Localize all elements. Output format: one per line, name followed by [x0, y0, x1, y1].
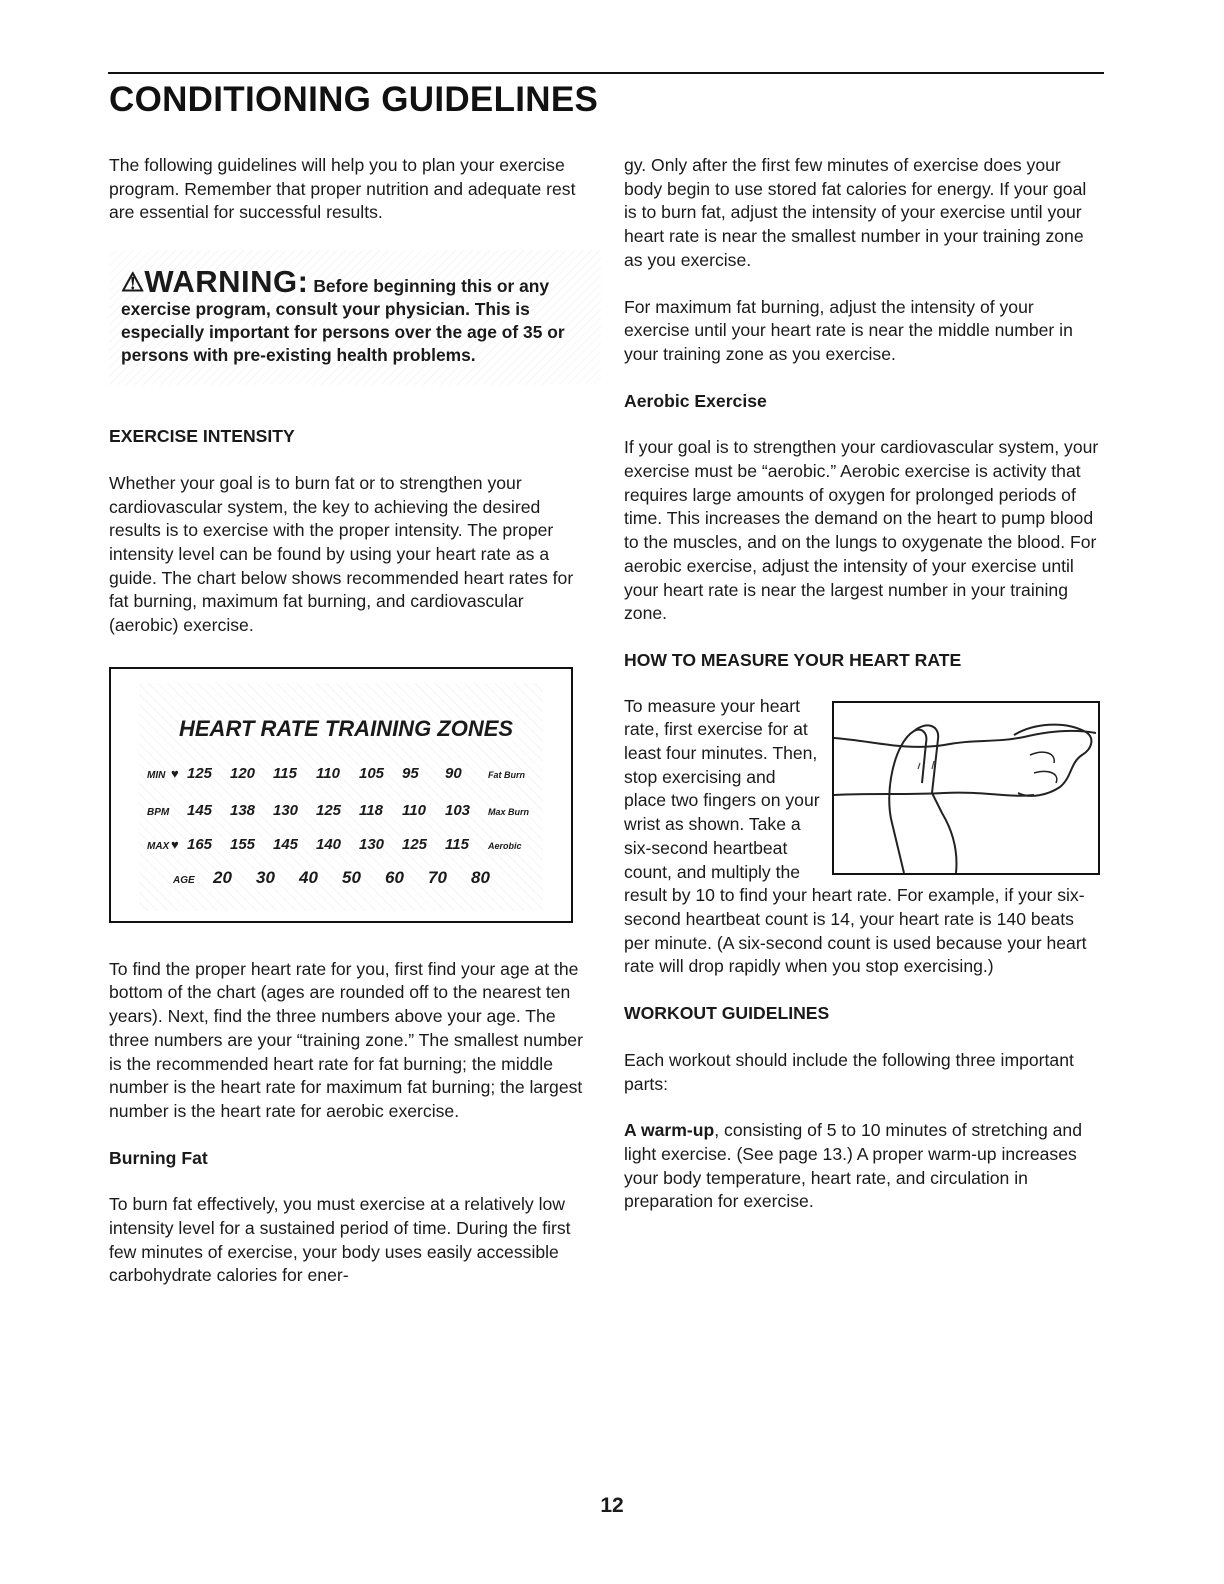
aerobic-text: If your goal is to strengthen your cardiovascular system, your exercise must be “aerobic.” Aerobic exercise is activity that requires large amounts of oxygen for prolonged periods of time. This increases the demand on the heart to pump blood to the muscles, and on the lungs to oxygenate the blood. For aerobic exercise, adjust the intensity of your exercise until your heart rate is near the largest number in your training zone.	[624, 437, 1099, 624]
exercise-intensity-text: Whether your goal is to burn fat or to strengthen your cardiovascular system, the key to achieving the desired results is to exercise with the proper intensity. The proper intensity level can be found by using your heart rate as a guide. The chart below shows recommended heart rates for fat burning, maximum fat burning, and cardiovascular (aerobic) exercise.	[109, 472, 574, 636]
chart-row-max	[147, 833, 522, 859]
burning-fat-text-part1: To burn fat effectively, you must exercise at a relatively low intensity level for a sustained period of time. During the first few minutes of exercise, your body uses easily accessible carbohydrate calories for ener-	[109, 1194, 571, 1286]
chart-row-age	[173, 866, 514, 893]
chart-row-zone-label: Aerobic	[488, 840, 522, 851]
chart-value: 130	[359, 835, 385, 853]
chart-value: 125	[402, 835, 428, 853]
chart-value: 140	[316, 835, 342, 853]
chart-row-zone-label: Max Burn	[488, 806, 530, 817]
warmup-lead: A warm-up	[624, 1120, 715, 1141]
chart-value: 115	[273, 764, 297, 782]
chart-value: 145	[273, 835, 299, 853]
workout-intro: Each workout should include the following three important parts:	[624, 1049, 1074, 1094]
chart-value: 138	[230, 801, 256, 819]
chart-row-label: MIN	[147, 769, 166, 781]
chart-value: 105	[359, 764, 385, 782]
warning-box	[109, 250, 601, 385]
burning-fat-heading: Burning Fat	[109, 1147, 208, 1168]
chart-value: 125	[316, 801, 342, 819]
chart-row-label: AGE	[173, 874, 195, 886]
right-column	[624, 154, 1100, 1214]
burning-fat-text-part2: gy. Only after the first few minutes of exercise does your body begin to use stored fat calories for energy. If your goal is to burn fat, adjust the intensity of your exercise until your heart rate is near the smallest number in your training zone as you exercise.	[624, 155, 1087, 270]
workout-heading: WORKOUT GUIDELINES	[624, 1003, 830, 1024]
chart-value: 95	[402, 764, 419, 782]
wrist-pulse-illustration	[832, 701, 1100, 875]
chart-value: 80	[471, 867, 490, 887]
chart-value: 30	[256, 867, 275, 887]
chart-value: 110	[402, 801, 426, 819]
warmup-text: , consisting of 5 to 10 minutes of stretching and light exercise. (See page 13.) A proper warm-up increases your body temperature, heart rate, and circulation in preparation for exercise.	[624, 1120, 1082, 1212]
chart-row-label: BPM	[147, 806, 170, 818]
chart-row-label: MAX	[147, 840, 170, 852]
measure-heading: HOW TO MEASURE YOUR HEART RATE	[624, 649, 962, 670]
chart-value: 115	[445, 835, 469, 853]
chart-value: 40	[299, 867, 318, 887]
chart-value: 103	[445, 801, 471, 819]
max-fat-burn-text: For maximum fat burning, adjust the intensity of your exercise until your heart rate is near the middle number in your training zone as you exercise.	[624, 296, 1073, 364]
page-number: 12	[600, 1494, 624, 1517]
warning-lead: WARNING:	[144, 264, 309, 300]
chart-value: 125	[187, 764, 213, 782]
chart-value: 120	[230, 764, 256, 782]
chart-value: 165	[187, 835, 213, 853]
chart-row-zone-label: Fat Burn	[488, 769, 525, 780]
chart-row-min	[147, 762, 525, 788]
hand-pulse-icon	[834, 703, 1098, 873]
heart-icon: ♥	[171, 765, 179, 781]
chart-value: 50	[342, 867, 361, 887]
chart-value: 60	[385, 867, 404, 887]
chart-value: 90	[445, 764, 462, 782]
chart-title: HEART RATE TRAINING ZONES	[179, 715, 514, 741]
heart-icon: ♥	[171, 836, 179, 852]
warning-text: Before beginning this or any exercise program, consult your physician. This is especially important for persons over the age of 35 or persons with pre-existing health problems.	[121, 276, 565, 366]
chart-value: 118	[359, 801, 383, 819]
chart-value: 20	[213, 867, 232, 887]
measure-text: To measure your heart rate, first exercise for at least four minutes. Then, stop exercising and place two fingers on your wrist as shown. Take a six-second heartbeat count, and multiply the result by 10 to find your heart rate. For example, if your six-second heartbeat count is 14, your heart rate is 140 beats per minute. (A six-second count is used because your heart rate will drop rapidly when you stop exercising.)	[624, 695, 1087, 977]
chart-row-bpm	[147, 799, 529, 825]
exercise-intensity-heading: EXERCISE INTENSITY	[109, 426, 295, 447]
chart-value: 70	[428, 867, 447, 887]
heart-rate-chart	[109, 667, 573, 923]
chart-value: 145	[187, 801, 213, 819]
left-column	[109, 154, 589, 1288]
chart-value: 155	[230, 835, 256, 853]
warning-triangle-icon: ⚠	[121, 267, 145, 298]
chart-value: 130	[273, 801, 299, 819]
chart-value: 110	[316, 764, 340, 782]
title-rule	[108, 72, 1104, 74]
page-title: CONDITIONING GUIDELINES	[109, 80, 599, 119]
aerobic-heading: Aerobic Exercise	[624, 390, 767, 411]
measure-section	[624, 695, 1100, 979]
find-rate-text: To find the proper heart rate for you, first find your age at the bottom of the chart (ages are rounded off to the nearest ten years). Next, find the three numbers above your age. The three numbers are your “training zone.” The smallest number is the recommended heart rate for fat burning; the middle number is the heart rate for maximum fat burning; the largest number is the heart rate for aerobic exercise.	[109, 958, 583, 1121]
intro-text: The following guidelines will help you to plan your exercise program. Remember that proper nutrition and adequate rest are essential for successful results.	[109, 155, 576, 223]
warmup-paragraph	[624, 1119, 1100, 1214]
